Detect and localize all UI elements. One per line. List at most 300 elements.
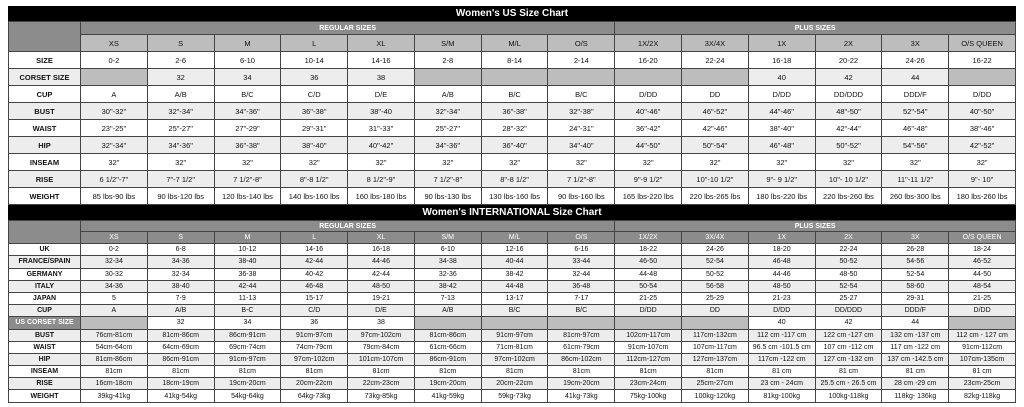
table-cell: 25cm-27cm xyxy=(682,378,749,390)
row-label: US CORSET SIZE xyxy=(9,317,81,329)
table-cell: 85 lbs-90 lbs xyxy=(81,188,148,205)
table-cell: 22-24 xyxy=(815,244,882,256)
table-cell: 101cm-107cm xyxy=(348,353,415,365)
table-cell: B/C xyxy=(548,305,615,317)
intl-regular-sizes-header: REGULAR SIZES xyxy=(81,221,615,232)
table-cell: 28"-32" xyxy=(481,120,548,137)
table-row xyxy=(9,52,1016,69)
table-row xyxy=(9,317,1016,329)
table-cell: 18-22 xyxy=(615,244,682,256)
us-size-header: 1X/2X xyxy=(615,35,682,52)
table-cell: 122 cm -127 cm xyxy=(815,329,882,341)
table-cell: 75kg-100kg xyxy=(615,390,682,402)
row-label: INSEAM xyxy=(9,366,81,378)
table-cell: 42-44 xyxy=(281,256,348,268)
table-cell: 32" xyxy=(214,154,281,171)
table-cell: 32-34 xyxy=(81,256,148,268)
table-cell xyxy=(682,69,749,86)
table-cell: 26-28 xyxy=(882,244,949,256)
us-measurements-body xyxy=(9,52,1016,205)
table-cell: 7 1/2"-8" xyxy=(548,171,615,188)
table-cell xyxy=(481,69,548,86)
table-cell: 44-48 xyxy=(481,280,548,292)
table-cell xyxy=(81,317,148,329)
intl-size-header: S xyxy=(147,232,214,244)
table-row xyxy=(9,353,1016,365)
table-cell: D/DD xyxy=(949,86,1016,103)
intl-size-labels-row xyxy=(9,232,1016,244)
table-cell: 46-48 xyxy=(748,256,815,268)
table-cell: 25"-27" xyxy=(147,120,214,137)
table-cell: 19cm-20cm xyxy=(548,378,615,390)
us-size-header: L xyxy=(281,35,348,52)
table-cell: 40"-50" xyxy=(949,103,1016,120)
us-size-header: XS xyxy=(81,35,148,52)
us-size-header: O/S QUEEN xyxy=(949,35,1016,52)
table-cell: 38-40 xyxy=(147,280,214,292)
table-cell: 81cm xyxy=(281,366,348,378)
table-cell: 91cm-97cm xyxy=(481,329,548,341)
table-cell: 24-26 xyxy=(682,244,749,256)
table-cell: 0-2 xyxy=(81,52,148,69)
table-cell: 61cm-66cm xyxy=(414,341,481,353)
table-row xyxy=(9,120,1016,137)
table-cell: 160 lbs-180 lbs xyxy=(348,188,415,205)
table-cell: 46"-48" xyxy=(882,120,949,137)
us-size-header: S/M xyxy=(414,35,481,52)
table-cell xyxy=(548,69,615,86)
table-cell: 34"-40" xyxy=(548,137,615,154)
table-cell: 59kg-73kg xyxy=(481,390,548,402)
table-row xyxy=(9,171,1016,188)
table-cell: 91cm-107cm xyxy=(615,341,682,353)
table-cell: 38-42 xyxy=(414,280,481,292)
table-cell: 25"-27" xyxy=(414,120,481,137)
table-cell: 81kg-100kg xyxy=(748,390,815,402)
table-cell: 140 lbs-160 lbs xyxy=(281,188,348,205)
table-cell: 44-46 xyxy=(748,268,815,280)
table-cell: 90 lbs-120 lbs xyxy=(147,188,214,205)
table-cell: 100kg-120kg xyxy=(682,390,749,402)
table-cell: 32"-34" xyxy=(147,103,214,120)
table-cell: D/DD xyxy=(748,305,815,317)
table-cell: 32" xyxy=(147,154,214,171)
table-cell: 22-24 xyxy=(682,52,749,69)
intl-size-header: O/S xyxy=(548,232,615,244)
table-cell: 91cm-97cm xyxy=(281,329,348,341)
table-cell: 18-20 xyxy=(748,244,815,256)
table-cell: 50-52 xyxy=(682,268,749,280)
row-label: WEIGHT xyxy=(9,390,81,402)
table-cell: 32"-34" xyxy=(81,137,148,154)
table-cell: DD/DDD xyxy=(815,86,882,103)
table-cell: 34 xyxy=(214,317,281,329)
international-size-chart xyxy=(8,205,1016,403)
table-cell: C/D xyxy=(281,305,348,317)
table-cell: 91cm-112cm xyxy=(949,341,1016,353)
row-label: CUP xyxy=(9,86,81,103)
table-cell: 38"-40 xyxy=(348,103,415,120)
table-row xyxy=(9,268,1016,280)
intl-size-header: 3X xyxy=(882,232,949,244)
table-cell: 100kg-118kg xyxy=(815,390,882,402)
table-cell: 41kg-73kg xyxy=(548,390,615,402)
table-cell: 52"-54" xyxy=(882,103,949,120)
table-cell: 118kg- 136kg xyxy=(882,390,949,402)
table-cell xyxy=(682,317,749,329)
table-cell: 260 lbs-300 lbs xyxy=(882,188,949,205)
intl-size-header: M/L xyxy=(481,232,548,244)
intl-size-header: 1X xyxy=(748,232,815,244)
table-cell: 81 cm xyxy=(882,366,949,378)
intl-size-header: O/S QUEEN xyxy=(949,232,1016,244)
table-cell: 2-6 xyxy=(147,52,214,69)
table-cell: 34 xyxy=(214,69,281,86)
table-cell: 81cm xyxy=(214,366,281,378)
table-cell: 16-18 xyxy=(748,52,815,69)
table-cell: 86cm-91cm xyxy=(414,353,481,365)
table-cell: 54kg-64kg xyxy=(214,390,281,402)
table-cell: A/B xyxy=(414,305,481,317)
row-label: WEIGHT xyxy=(9,188,81,205)
row-label: UK xyxy=(9,244,81,256)
table-row xyxy=(9,103,1016,120)
table-cell: 9"-9 1/2" xyxy=(615,171,682,188)
row-label: HIP xyxy=(9,137,81,154)
table-cell: 32" xyxy=(815,154,882,171)
table-cell: 18cm-19cm xyxy=(147,378,214,390)
table-cell: 180 lbs-220 lbs xyxy=(748,188,815,205)
table-cell: 28 cm -29 cm xyxy=(882,378,949,390)
table-cell: 44-46 xyxy=(348,256,415,268)
table-cell: 81cm xyxy=(414,366,481,378)
table-cell: 33-44 xyxy=(548,256,615,268)
intl-size-header: 1X/2X xyxy=(615,232,682,244)
table-cell: 44"-50" xyxy=(615,137,682,154)
table-cell: 12-16 xyxy=(481,244,548,256)
table-cell: 112cm-127cm xyxy=(615,353,682,365)
table-cell xyxy=(414,69,481,86)
table-cell: 38"-46" xyxy=(949,120,1016,137)
us-size-header: 2X xyxy=(815,35,882,52)
table-cell: 90 lbs-130 lbs xyxy=(414,188,481,205)
intl-size-header: M xyxy=(214,232,281,244)
table-cell: 6-16 xyxy=(548,244,615,256)
table-cell: 11"-11 1/2" xyxy=(882,171,949,188)
table-cell: 38 xyxy=(348,317,415,329)
table-cell: 32" xyxy=(548,154,615,171)
table-cell xyxy=(414,317,481,329)
table-cell: 220 lbs-265 lbs xyxy=(682,188,749,205)
table-cell xyxy=(949,317,1016,329)
table-cell: D/DD xyxy=(748,86,815,103)
table-row xyxy=(9,244,1016,256)
table-cell: 21-23 xyxy=(748,292,815,304)
table-cell: 27"-29" xyxy=(214,120,281,137)
table-cell: 34"-36" xyxy=(414,137,481,154)
table-cell: B/C xyxy=(481,86,548,103)
table-cell: 50"-54" xyxy=(682,137,749,154)
table-cell: 86cm-91cm xyxy=(214,329,281,341)
table-cell: 34-36 xyxy=(147,256,214,268)
table-cell: 48"-50" xyxy=(815,103,882,120)
table-cell xyxy=(81,69,148,86)
table-cell: B/C xyxy=(481,305,548,317)
table-cell: 8"-8 1/2" xyxy=(481,171,548,188)
table-cell: 34"-36" xyxy=(147,137,214,154)
table-cell: D/E xyxy=(348,86,415,103)
intl-measurements-body xyxy=(9,244,1016,402)
table-cell: 127 cm -132 cm xyxy=(815,353,882,365)
table-cell: 117cm-132cm xyxy=(682,329,749,341)
table-cell: 39kg-41kg xyxy=(81,390,148,402)
table-cell: A/B xyxy=(147,305,214,317)
table-cell: 69cm-74cm xyxy=(214,341,281,353)
intl-size-header: XL xyxy=(348,232,415,244)
table-cell: 112 cm -117 cm xyxy=(748,329,815,341)
table-cell: 81cm-86cm xyxy=(81,353,148,365)
row-label: INSEAM xyxy=(9,154,81,171)
table-cell: 32" xyxy=(949,154,1016,171)
table-cell: 19cm-20cm xyxy=(414,378,481,390)
table-cell: 42 xyxy=(815,317,882,329)
table-cell: 32" xyxy=(81,154,148,171)
table-cell: 32" xyxy=(414,154,481,171)
table-cell: 42-44 xyxy=(214,280,281,292)
table-cell: 44 xyxy=(882,317,949,329)
table-cell: 38-40 xyxy=(214,256,281,268)
table-cell: 36"-38" xyxy=(281,103,348,120)
table-cell: 10-14 xyxy=(281,52,348,69)
table-cell: 13-17 xyxy=(481,292,548,304)
table-cell: 32" xyxy=(682,154,749,171)
table-cell: 9"- 10" xyxy=(949,171,1016,188)
table-cell: 32" xyxy=(882,154,949,171)
table-cell: DD/DDD xyxy=(815,305,882,317)
table-cell: 52-54 xyxy=(682,256,749,268)
table-cell: 32" xyxy=(281,154,348,171)
table-cell: 32" xyxy=(748,154,815,171)
table-cell: 31"-33" xyxy=(348,120,415,137)
table-cell: 81cm-86cm xyxy=(147,329,214,341)
table-cell: 10"- 10 1/2" xyxy=(815,171,882,188)
table-cell: 6 1/2"-7" xyxy=(81,171,148,188)
table-cell: 16-18 xyxy=(348,244,415,256)
table-row xyxy=(9,292,1016,304)
table-cell: 34-38 xyxy=(414,256,481,268)
table-row xyxy=(9,341,1016,353)
table-cell: 81cm-86cm xyxy=(414,329,481,341)
table-cell: 22cm-23cm xyxy=(348,378,415,390)
intl-plus-sizes-header: PLUS SIZES xyxy=(615,221,1016,232)
table-cell: 50"-52" xyxy=(815,137,882,154)
table-cell: 34-36 xyxy=(81,280,148,292)
us-plus-sizes-header: PLUS SIZES xyxy=(615,22,1016,35)
table-row xyxy=(9,137,1016,154)
table-cell: 23"-25" xyxy=(81,120,148,137)
table-cell: 48-54 xyxy=(949,280,1016,292)
us-size-labels-row xyxy=(9,35,1016,52)
table-cell: 29-31 xyxy=(882,292,949,304)
table-cell: 0-2 xyxy=(81,244,148,256)
table-cell: 7 1/2"-8" xyxy=(414,171,481,188)
table-cell: 19cm-20cm xyxy=(214,378,281,390)
table-cell: 46-48 xyxy=(281,280,348,292)
table-cell xyxy=(548,317,615,329)
table-cell: 24"-31" xyxy=(548,120,615,137)
table-cell: 102cm-117cm xyxy=(615,329,682,341)
table-cell: 46"-48" xyxy=(748,137,815,154)
table-cell: 117cm -122 cm xyxy=(748,353,815,365)
table-cell: 40-42 xyxy=(281,268,348,280)
table-cell: DD xyxy=(682,86,749,103)
table-cell: 8 1/2"-9" xyxy=(348,171,415,188)
intl-size-header: 3X/4X xyxy=(682,232,749,244)
table-cell: 73kg-85kg xyxy=(348,390,415,402)
table-cell: 42"-52" xyxy=(949,137,1016,154)
intl-size-header: S/M xyxy=(414,232,481,244)
table-cell: 112 cm - 127 cm xyxy=(949,329,1016,341)
table-row xyxy=(9,69,1016,86)
table-cell: 6-10 xyxy=(414,244,481,256)
table-cell: 42"-44" xyxy=(815,120,882,137)
table-cell: 97cm-102cm xyxy=(348,329,415,341)
table-cell: 54-56 xyxy=(882,256,949,268)
table-cell: 76cm-81cm xyxy=(81,329,148,341)
table-cell: 90 lbs-160 lbs xyxy=(548,188,615,205)
row-label: SIZE xyxy=(9,52,81,69)
intl-size-header: 2X xyxy=(815,232,882,244)
table-cell: 32" xyxy=(481,154,548,171)
table-cell: 32" xyxy=(615,154,682,171)
table-cell: 24-26 xyxy=(882,52,949,69)
table-cell: 40"-42" xyxy=(348,137,415,154)
table-cell: 50-52 xyxy=(815,256,882,268)
us-size-header: M xyxy=(214,35,281,52)
table-cell: 52-54 xyxy=(815,280,882,292)
table-cell: 10-12 xyxy=(214,244,281,256)
us-regular-sizes-header: REGULAR SIZES xyxy=(81,22,615,35)
table-cell: 127cm-137cm xyxy=(682,353,749,365)
table-cell: 86cm-102cm xyxy=(548,353,615,365)
table-cell: 81cm xyxy=(615,366,682,378)
table-cell: 34"-36" xyxy=(214,103,281,120)
us-size-header: 3X xyxy=(882,35,949,52)
row-label: WAIST xyxy=(9,120,81,137)
table-cell: 36-48 xyxy=(548,280,615,292)
table-cell xyxy=(949,69,1016,86)
table-cell: 130 lbs-160 lbs xyxy=(481,188,548,205)
table-cell: B/C xyxy=(214,86,281,103)
table-cell: 20-22 xyxy=(815,52,882,69)
table-cell: 91cm-97cm xyxy=(214,353,281,365)
table-cell: A xyxy=(81,305,148,317)
table-cell: 19-21 xyxy=(348,292,415,304)
table-cell: 97cm-102cm xyxy=(281,353,348,365)
table-cell: 36"-38" xyxy=(481,103,548,120)
table-cell: 21-25 xyxy=(615,292,682,304)
table-cell: 132 cm -137 cm xyxy=(882,329,949,341)
table-cell: 25.5 cm - 26.5 cm xyxy=(815,378,882,390)
intl-chart-title: Women's INTERNATIONAL Size Chart xyxy=(8,205,1016,220)
intl-corner-cell xyxy=(9,221,81,244)
table-cell: 30-32 xyxy=(81,268,148,280)
table-cell: 6-10 xyxy=(214,52,281,69)
table-row xyxy=(9,305,1016,317)
table-cell: 16cm-18cm xyxy=(81,378,148,390)
row-label: CORSET SIZE xyxy=(9,69,81,86)
table-cell: 165 lbs-220 lbs xyxy=(615,188,682,205)
table-cell xyxy=(615,317,682,329)
table-cell: 36 xyxy=(281,69,348,86)
table-cell: 50-54 xyxy=(615,280,682,292)
table-cell: 81cm xyxy=(682,366,749,378)
us-size-header: 3X/4X xyxy=(682,35,749,52)
table-cell: DD xyxy=(682,305,749,317)
table-cell: B/C xyxy=(548,86,615,103)
table-cell: 32-44 xyxy=(548,268,615,280)
table-cell: 2-14 xyxy=(548,52,615,69)
row-label: RISE xyxy=(9,378,81,390)
table-cell: 20cm-22cm xyxy=(281,378,348,390)
table-cell: 81cm xyxy=(481,366,548,378)
table-cell: 25-27 xyxy=(815,292,882,304)
table-cell: 32" xyxy=(348,154,415,171)
table-cell: 7-17 xyxy=(548,292,615,304)
table-cell: 9"- 9 1/2" xyxy=(748,171,815,188)
table-cell: 5 xyxy=(81,292,148,304)
table-cell: 117 cm -122 cm xyxy=(882,341,949,353)
table-cell: 44-48 xyxy=(615,268,682,280)
table-cell: 81cm xyxy=(81,366,148,378)
table-cell: 58-60 xyxy=(882,280,949,292)
us-size-table xyxy=(8,21,1016,205)
table-cell: 79cm-84cm xyxy=(348,341,415,353)
row-label: FRANCE/SPAIN xyxy=(9,256,81,268)
intl-size-table xyxy=(8,220,1016,403)
table-cell: 21-25 xyxy=(949,292,1016,304)
table-cell: D/E xyxy=(348,305,415,317)
table-cell: 36 xyxy=(281,317,348,329)
table-cell: 44-50 xyxy=(949,268,1016,280)
table-cell: B-C xyxy=(214,305,281,317)
table-cell: 52-54 xyxy=(882,268,949,280)
table-cell: 107cm-117cm xyxy=(682,341,749,353)
row-label: ITALY xyxy=(9,280,81,292)
table-cell: 23cm-25cm xyxy=(949,378,1016,390)
table-cell: 41kg-54kg xyxy=(147,390,214,402)
table-cell: 40"-46" xyxy=(615,103,682,120)
table-cell: A/B xyxy=(147,86,214,103)
table-cell: 42"-46" xyxy=(682,120,749,137)
table-cell: DDD/F xyxy=(882,86,949,103)
table-cell: 7"-7 1/2" xyxy=(147,171,214,188)
us-size-header: XL xyxy=(348,35,415,52)
table-cell: 54cm-64cm xyxy=(81,341,148,353)
table-cell: 36"-42" xyxy=(615,120,682,137)
table-cell: 81 cm xyxy=(815,366,882,378)
table-cell: 97cm-102cm xyxy=(481,353,548,365)
table-cell: 40 xyxy=(748,69,815,86)
table-cell: 107cm-135cm xyxy=(949,353,1016,365)
table-cell: 86cm-91cm xyxy=(147,353,214,365)
table-row xyxy=(9,366,1016,378)
table-cell: 81cm xyxy=(147,366,214,378)
table-cell: 48-50 xyxy=(348,280,415,292)
table-cell: 8"-8 1/2" xyxy=(281,171,348,188)
table-cell: 16-22 xyxy=(949,52,1016,69)
us-size-chart xyxy=(8,6,1016,205)
